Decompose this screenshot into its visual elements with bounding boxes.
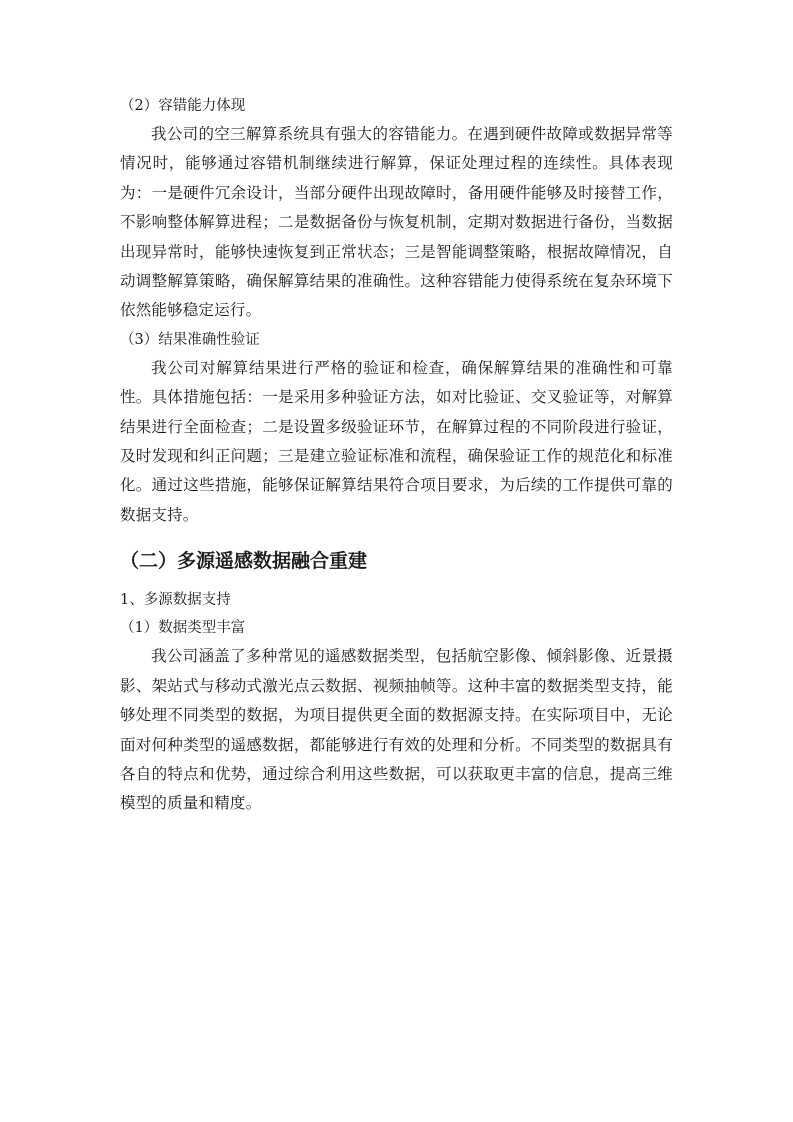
subsection-title-multi-source: 1、多源数据支持 [120,592,231,609]
subsection-title-fault-tolerance: （2）容错能力体现 [120,98,246,114]
paragraph-data-types: 我公司涵盖了多种常见的遥感数据类型，包括航空影像、倾斜影像、近景摄影、架站式与移动式激光点云数据、视频抽帧等。这种丰富的数据类型支持，能够处理不同类型的数据，为项目提供更全面的数据源支持。在实际项目中，无论面对何种类型的遥感数据，都能够进行有效的处理和分析。不同类型的数据具有各自的特点和优势，通过综合利用这些数据，可以获取更丰富的信息，提高三维模型的质量和精度。 [120,647,673,813]
section-heading-data-fusion: （二）多源遥感数据融合重建 [120,550,368,573]
subsection-title-accuracy: （3）结果准确性验证 [120,331,260,348]
subsection-title-data-types: （1）数据类型丰富 [120,620,246,637]
paragraph-fault-tolerance: 我公司的空三解算系统具有强大的容错能力。在遇到硬件故障或数据异常等情况时，能够通过容错机制继续进行解算，保证处理过程的连续性。具体表现为：一是硬件冗余设计，当部分硬件出现故障时，备用硬件能够及时接替工作，不影响整体解算进程；二是数据备份与恢复机制，定期对数据进行备份，当数据出现异常时，能够快速恢复到正常状态；三是智能调整策略，根据故障情况，自动调整解算策略，确保解算结果的准确性。这种容错能力使得系统在复杂环境下依然能够稳定运行。 [120,125,673,320]
paragraph-accuracy: 我公司对解算结果进行严格的验证和检查，确保解算结果的准确性和可靠性。具体措施包括：一是采用多种验证方法，如对比验证、交叉验证等，对解算结果进行全面检查；二是设置多级验证环节，在解算过程的不同阶段进行验证，及时发现和纠正问题；三是建立验证标准和流程，确保验证工作的规范化和标准化。通过这些措施，能够保证解算结果符合项目要求，为后续的工作提供可靠的数据支持。 [120,358,673,524]
page-content [120,92,673,819]
